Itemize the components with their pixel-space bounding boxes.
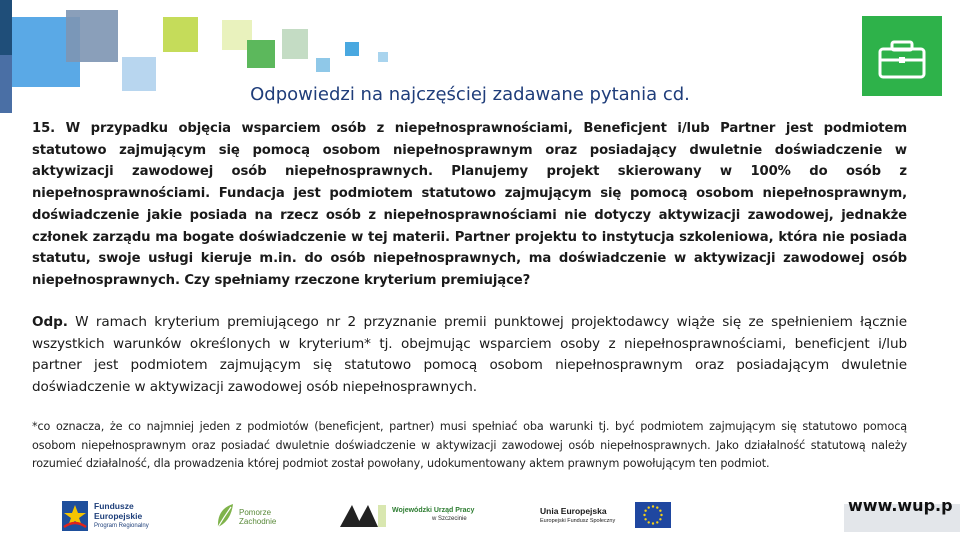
decor-square xyxy=(282,29,308,59)
wup-logo-line1: Wojewódzki Urząd Pracy xyxy=(392,507,475,514)
decor-square xyxy=(163,17,198,52)
decor-square xyxy=(316,58,330,72)
decor-square xyxy=(247,40,275,68)
fe-star-icon xyxy=(60,497,90,535)
wup-logo-line2: w Szczecinie xyxy=(432,516,467,522)
wup-emblem-icon xyxy=(338,501,388,531)
pz-leaf-icon xyxy=(215,501,237,531)
page-title: Odpowiedzi na najczęściej zadawane pytania cd. xyxy=(250,84,690,105)
decor-square xyxy=(345,42,359,56)
fe-logo-line1: Fundusze xyxy=(94,501,134,511)
fe-logo-line3: Program Regionalny xyxy=(94,523,149,529)
footnote-text: *co oznacza, że co najmniej jeden z podmiotów (beneficjent, partner) musi spełniać oba warunki tj. być podmiotem zajmującym się statutowo pomocą osobom niepełnosprawnym oraz posiadać dwuletnie doświadczenie w aktywizacji zawodowej osób niepełnosprawnych. Jako działalność statutową należy rozumieć działalność, dla prowadzenia której podmiot został powołany, udokumentowany aktem prawnym powołującym ten podmiot. xyxy=(32,420,907,471)
ue-logo-line2: Europejski Fundusz Społeczny xyxy=(540,518,616,524)
answer-prefix: Odp. xyxy=(32,314,68,330)
question-text: 15. W przypadku objęcia wsparciem osób z niepełnosprawnościami, Beneficjent i/lub Partner jest podmiotem statutowo zajmującym się pomocą osobom niepełnosprawnym oraz posiadający dwuletnie doświadczenie w aktywizacji zawodowej osób niepełnosprawnych. Planujemy projekt skierowany w 100% do osób z niepełnosprawnościami. Fundacja jest podmiotem statutowo zajmującym się pomocą osobom niepełnosprawnym, doświadczenie jakie posiada na rzecz osób z niepełnosprawnościami nie dotyczy aktywizacji zawodowej, jednakże członek zarządu ma bogate doświadczenie w tej materii. Partner projektu to instytucja szkoleniowa, która nie posiada statutu, swoje usługi kieruje m.in. do osób niepełnosprawnych, ma doświadczenie w aktywizacji zawodowej osób niepełnosprawnych. Czy spełniamy rzeczone kryterium premiujące? xyxy=(32,121,907,288)
pz-logo-line1: Pomorze xyxy=(239,508,272,517)
wup-logo xyxy=(338,495,508,535)
decor-square xyxy=(66,10,118,62)
answer-text: W ramach kryterium premiującego nr 2 przyznanie premii punktowej projektodawcy wiąże się ze spełnieniem łącznie wszystkich warunków określonych w kryterium* tj. obejmując wsparciem osoby z niepełnosprawnościami, beneficjent i/lub partner jest podmiotem zajmującym się statutowo pomocą osobom niepełnosprawnym oraz posiadającym dwuletnie doświadczenie w aktywizacji zawodowej osób niepełnosprawnych. xyxy=(32,314,907,395)
answer-block xyxy=(32,312,907,398)
ue-logo-line1: Unia Europejska xyxy=(540,506,607,516)
unia-europejska-logo xyxy=(540,495,680,535)
website-link[interactable]: www.wup.p xyxy=(848,496,953,515)
eu-flag-icon xyxy=(635,502,671,528)
decor-square xyxy=(378,52,388,62)
pomorze-zachodnie-logo xyxy=(215,495,295,535)
pz-logo-line2: Zachodnie xyxy=(239,517,277,526)
fundusze-europejskie-logo xyxy=(60,495,180,535)
decor-square xyxy=(0,0,12,55)
fe-logo-line2: Europejskie xyxy=(94,511,143,521)
